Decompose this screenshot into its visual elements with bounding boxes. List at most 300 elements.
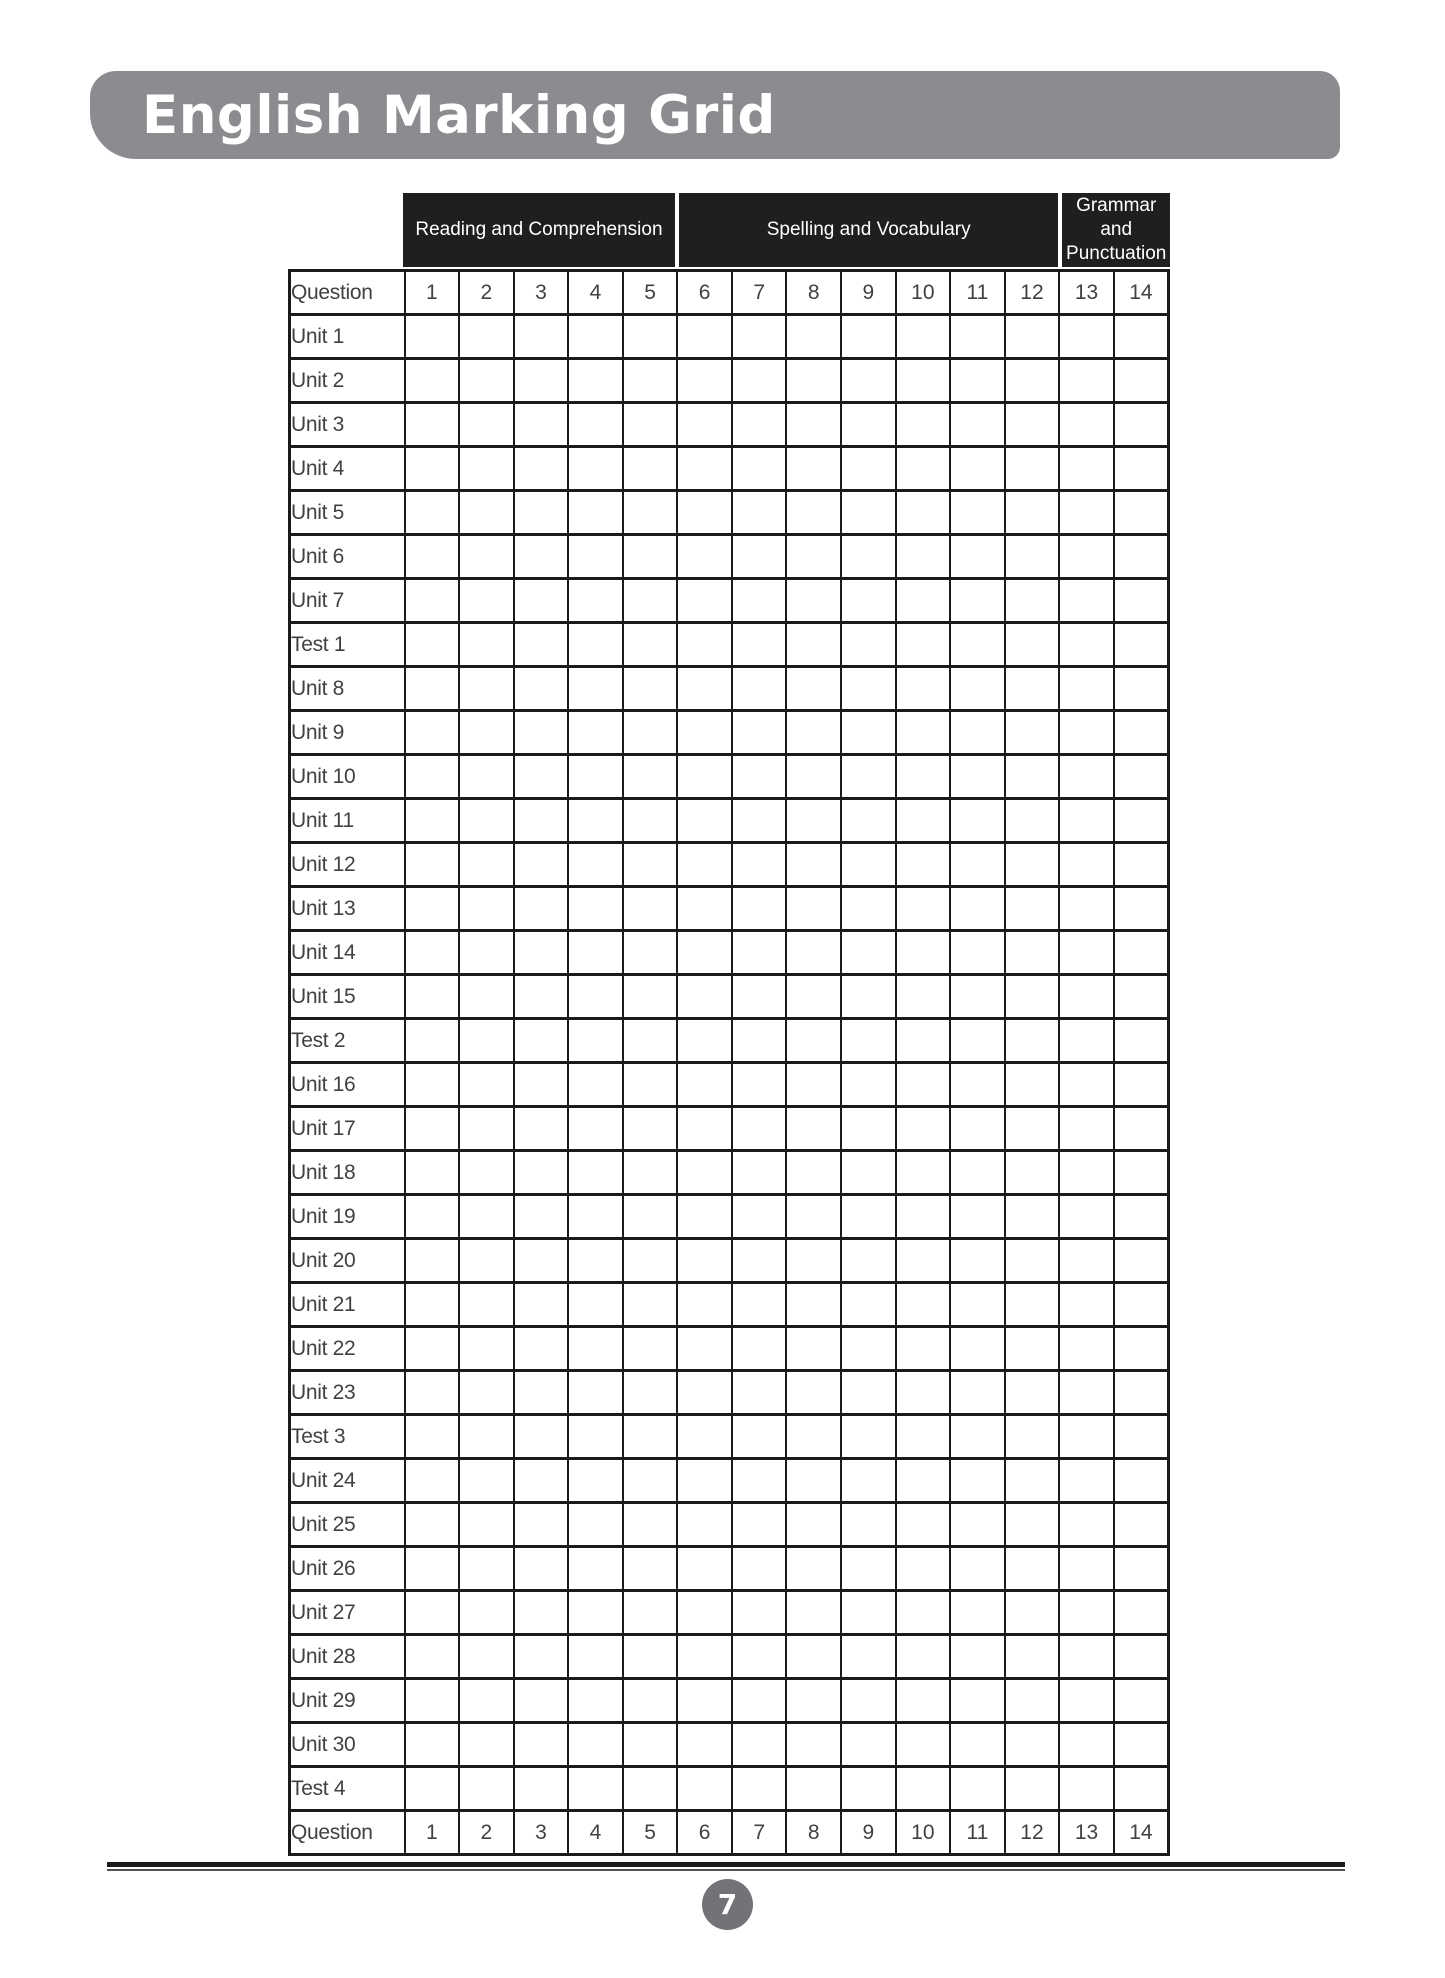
mark-cell xyxy=(405,1723,460,1767)
grid-row-unit-9 xyxy=(290,711,1169,755)
question-number: 4 xyxy=(568,271,623,315)
mark-cell xyxy=(1005,799,1060,843)
mark-cell xyxy=(1059,1679,1114,1723)
mark-cell xyxy=(1059,1415,1114,1459)
mark-cell xyxy=(896,403,951,447)
mark-cell xyxy=(786,315,841,359)
grid-row-unit-13 xyxy=(290,887,1169,931)
mark-cell xyxy=(732,711,787,755)
mark-cell xyxy=(950,975,1005,1019)
mark-cell xyxy=(1059,843,1114,887)
mark-cell xyxy=(1059,535,1114,579)
mark-cell xyxy=(568,491,623,535)
mark-cell xyxy=(1114,799,1169,843)
mark-cell xyxy=(568,1767,623,1811)
row-label: Test 1 xyxy=(290,623,405,667)
mark-cell xyxy=(1005,931,1060,975)
grid-row-test-1 xyxy=(290,623,1169,667)
mark-cell xyxy=(623,1547,678,1591)
mark-cell xyxy=(1059,1151,1114,1195)
mark-cell xyxy=(568,1107,623,1151)
mark-cell xyxy=(459,1635,514,1679)
grid-row-unit-18 xyxy=(290,1151,1169,1195)
mark-cell xyxy=(623,843,678,887)
mark-cell xyxy=(950,755,1005,799)
mark-cell xyxy=(568,843,623,887)
mark-cell xyxy=(623,1415,678,1459)
mark-cell xyxy=(514,359,569,403)
mark-cell xyxy=(514,1239,569,1283)
row-label: Unit 15 xyxy=(290,975,405,1019)
mark-cell xyxy=(950,711,1005,755)
mark-cell xyxy=(677,1107,732,1151)
mark-cell xyxy=(950,799,1005,843)
mark-cell xyxy=(623,1503,678,1547)
mark-cell xyxy=(841,1459,896,1503)
mark-cell xyxy=(786,799,841,843)
mark-cell xyxy=(786,535,841,579)
mark-cell xyxy=(405,1503,460,1547)
mark-cell xyxy=(459,887,514,931)
mark-cell xyxy=(1059,1503,1114,1547)
mark-cell xyxy=(732,1723,787,1767)
mark-cell xyxy=(623,975,678,1019)
mark-cell xyxy=(1114,1679,1169,1723)
row-label: Unit 11 xyxy=(290,799,405,843)
mark-cell xyxy=(405,579,460,623)
mark-cell xyxy=(841,315,896,359)
mark-cell xyxy=(1059,1283,1114,1327)
mark-cell xyxy=(1005,1503,1060,1547)
mark-cell xyxy=(623,1679,678,1723)
mark-cell xyxy=(677,623,732,667)
mark-cell xyxy=(732,491,787,535)
row-label: Unit 29 xyxy=(290,1679,405,1723)
mark-cell xyxy=(841,755,896,799)
mark-cell xyxy=(1005,711,1060,755)
mark-cell xyxy=(1114,1503,1169,1547)
mark-cell xyxy=(1005,1063,1060,1107)
row-label: Unit 4 xyxy=(290,447,405,491)
column-group-label: Grammar and Punctuation xyxy=(1066,195,1167,264)
mark-cell xyxy=(514,1151,569,1195)
mark-cell xyxy=(732,975,787,1019)
mark-cell xyxy=(623,623,678,667)
mark-cell xyxy=(732,1239,787,1283)
mark-cell xyxy=(514,1503,569,1547)
question-header-row xyxy=(290,271,1169,315)
mark-cell xyxy=(786,1107,841,1151)
mark-cell xyxy=(677,931,732,975)
mark-cell xyxy=(841,711,896,755)
mark-cell xyxy=(950,843,1005,887)
mark-cell xyxy=(732,1459,787,1503)
mark-cell xyxy=(950,1767,1005,1811)
mark-cell xyxy=(896,491,951,535)
question-number: 12 xyxy=(1005,271,1060,315)
mark-cell xyxy=(459,1195,514,1239)
mark-cell xyxy=(405,1679,460,1723)
mark-cell xyxy=(568,931,623,975)
mark-cell xyxy=(677,535,732,579)
mark-cell xyxy=(405,1415,460,1459)
row-label: Unit 9 xyxy=(290,711,405,755)
question-row-label: Question xyxy=(290,1811,405,1855)
mark-cell xyxy=(896,535,951,579)
mark-cell xyxy=(841,1107,896,1151)
mark-cell xyxy=(1114,975,1169,1019)
mark-cell xyxy=(459,1371,514,1415)
mark-cell xyxy=(623,359,678,403)
mark-cell xyxy=(841,403,896,447)
mark-cell xyxy=(950,1151,1005,1195)
mark-cell xyxy=(514,667,569,711)
mark-cell xyxy=(459,491,514,535)
column-group-label: Spelling and Vocabulary xyxy=(766,219,971,241)
mark-cell xyxy=(677,1239,732,1283)
mark-cell xyxy=(677,667,732,711)
mark-cell xyxy=(732,755,787,799)
mark-cell xyxy=(1005,843,1060,887)
mark-cell xyxy=(896,1327,951,1371)
mark-cell xyxy=(405,447,460,491)
mark-cell xyxy=(1005,1327,1060,1371)
mark-cell xyxy=(841,1239,896,1283)
mark-cell xyxy=(514,799,569,843)
mark-cell xyxy=(405,1327,460,1371)
mark-cell xyxy=(623,1283,678,1327)
mark-cell xyxy=(1005,1767,1060,1811)
question-number: 12 xyxy=(1005,1811,1060,1855)
mark-cell xyxy=(950,1459,1005,1503)
grid-row-unit-6 xyxy=(290,535,1169,579)
mark-cell xyxy=(732,623,787,667)
mark-cell xyxy=(514,403,569,447)
question-number: 6 xyxy=(677,271,732,315)
mark-cell xyxy=(568,315,623,359)
row-label: Unit 21 xyxy=(290,1283,405,1327)
mark-cell xyxy=(459,1723,514,1767)
mark-cell xyxy=(623,887,678,931)
mark-cell xyxy=(950,1503,1005,1547)
mark-cell xyxy=(405,931,460,975)
mark-cell xyxy=(1005,315,1060,359)
grid-row-unit-20 xyxy=(290,1239,1169,1283)
mark-cell xyxy=(405,843,460,887)
mark-cell xyxy=(514,1019,569,1063)
mark-cell xyxy=(786,1503,841,1547)
mark-cell xyxy=(405,1591,460,1635)
mark-cell xyxy=(459,799,514,843)
mark-cell xyxy=(459,579,514,623)
column-group-header-2 xyxy=(679,193,1059,267)
mark-cell xyxy=(841,491,896,535)
mark-cell xyxy=(896,843,951,887)
grid-row-test-4 xyxy=(290,1767,1169,1811)
mark-cell xyxy=(514,1327,569,1371)
mark-cell xyxy=(841,579,896,623)
mark-cell xyxy=(950,1195,1005,1239)
mark-cell xyxy=(841,1679,896,1723)
grid-row-unit-26 xyxy=(290,1547,1169,1591)
mark-cell xyxy=(514,1415,569,1459)
mark-cell xyxy=(405,975,460,1019)
mark-cell xyxy=(459,1283,514,1327)
mark-cell xyxy=(677,1459,732,1503)
mark-cell xyxy=(459,975,514,1019)
mark-cell xyxy=(1005,1723,1060,1767)
mark-cell xyxy=(1114,1063,1169,1107)
mark-cell xyxy=(459,1679,514,1723)
mark-cell xyxy=(623,579,678,623)
mark-cell xyxy=(786,1459,841,1503)
mark-cell xyxy=(568,359,623,403)
mark-cell xyxy=(677,1019,732,1063)
mark-cell xyxy=(568,1019,623,1063)
mark-cell xyxy=(950,315,1005,359)
mark-cell xyxy=(677,1503,732,1547)
mark-cell xyxy=(950,1591,1005,1635)
mark-cell xyxy=(1114,1239,1169,1283)
grid-row-unit-3 xyxy=(290,403,1169,447)
mark-cell xyxy=(896,1679,951,1723)
mark-cell xyxy=(732,1591,787,1635)
mark-cell xyxy=(1114,1547,1169,1591)
row-label: Unit 13 xyxy=(290,887,405,931)
mark-cell xyxy=(677,315,732,359)
mark-cell xyxy=(732,1767,787,1811)
mark-cell xyxy=(896,1767,951,1811)
page-number-badge xyxy=(702,1879,753,1930)
mark-cell xyxy=(623,931,678,975)
mark-cell xyxy=(786,1283,841,1327)
mark-cell xyxy=(1059,1239,1114,1283)
mark-cell xyxy=(896,1019,951,1063)
mark-cell xyxy=(1059,1635,1114,1679)
mark-cell xyxy=(623,1063,678,1107)
row-label: Unit 1 xyxy=(290,315,405,359)
mark-cell xyxy=(459,359,514,403)
mark-cell xyxy=(841,1283,896,1327)
mark-cell xyxy=(405,1283,460,1327)
mark-cell xyxy=(786,975,841,1019)
mark-cell xyxy=(1005,1239,1060,1283)
mark-cell xyxy=(786,447,841,491)
mark-cell xyxy=(786,491,841,535)
mark-cell xyxy=(1114,1371,1169,1415)
mark-cell xyxy=(459,447,514,491)
mark-cell xyxy=(1114,1327,1169,1371)
mark-cell xyxy=(623,447,678,491)
mark-cell xyxy=(786,1635,841,1679)
mark-cell xyxy=(459,843,514,887)
mark-cell xyxy=(1059,887,1114,931)
mark-cell xyxy=(623,667,678,711)
mark-cell xyxy=(1005,535,1060,579)
question-number: 3 xyxy=(514,1811,569,1855)
mark-cell xyxy=(732,1327,787,1371)
mark-cell xyxy=(896,447,951,491)
mark-cell xyxy=(1059,1327,1114,1371)
column-group-label: Reading and Comprehension xyxy=(415,219,663,241)
row-label: Unit 14 xyxy=(290,931,405,975)
mark-cell xyxy=(732,1151,787,1195)
mark-cell xyxy=(514,1371,569,1415)
mark-cell xyxy=(677,1195,732,1239)
mark-cell xyxy=(514,447,569,491)
mark-cell xyxy=(514,491,569,535)
mark-cell xyxy=(1059,1371,1114,1415)
mark-cell xyxy=(1114,1723,1169,1767)
mark-cell xyxy=(1114,315,1169,359)
mark-cell xyxy=(677,491,732,535)
mark-cell xyxy=(514,887,569,931)
mark-cell xyxy=(1005,491,1060,535)
page-number: 7 xyxy=(717,1888,738,1921)
mark-cell xyxy=(1114,1591,1169,1635)
mark-cell xyxy=(1059,359,1114,403)
mark-cell xyxy=(405,403,460,447)
row-label: Unit 7 xyxy=(290,579,405,623)
mark-cell xyxy=(841,843,896,887)
mark-cell xyxy=(677,1767,732,1811)
mark-cell xyxy=(514,1459,569,1503)
mark-cell xyxy=(1059,667,1114,711)
mark-cell xyxy=(568,799,623,843)
grid-row-unit-12 xyxy=(290,843,1169,887)
mark-cell xyxy=(896,711,951,755)
mark-cell xyxy=(1114,1195,1169,1239)
mark-cell xyxy=(568,1063,623,1107)
mark-cell xyxy=(841,1503,896,1547)
mark-cell xyxy=(568,1195,623,1239)
grid-row-unit-15 xyxy=(290,975,1169,1019)
mark-cell xyxy=(1114,535,1169,579)
row-label: Unit 3 xyxy=(290,403,405,447)
grid-row-unit-2 xyxy=(290,359,1169,403)
mark-cell xyxy=(623,1723,678,1767)
mark-cell xyxy=(841,623,896,667)
mark-cell xyxy=(1059,1195,1114,1239)
mark-cell xyxy=(405,491,460,535)
mark-cell xyxy=(786,711,841,755)
grid-row-unit-4 xyxy=(290,447,1169,491)
grid-row-test-2 xyxy=(290,1019,1169,1063)
question-number: 2 xyxy=(459,1811,514,1855)
mark-cell xyxy=(405,1151,460,1195)
mark-cell xyxy=(1005,1635,1060,1679)
mark-cell xyxy=(732,1547,787,1591)
mark-cell xyxy=(568,1371,623,1415)
mark-cell xyxy=(841,1635,896,1679)
footer-divider xyxy=(107,1862,1345,1871)
mark-cell xyxy=(786,1547,841,1591)
mark-cell xyxy=(623,1327,678,1371)
row-label: Unit 22 xyxy=(290,1327,405,1371)
mark-cell xyxy=(841,1327,896,1371)
mark-cell xyxy=(896,1239,951,1283)
mark-cell xyxy=(896,755,951,799)
mark-cell xyxy=(786,1371,841,1415)
mark-cell xyxy=(896,1415,951,1459)
mark-cell xyxy=(623,711,678,755)
question-number: 3 xyxy=(514,271,569,315)
mark-cell xyxy=(459,315,514,359)
row-label: Unit 25 xyxy=(290,1503,405,1547)
mark-cell xyxy=(405,1195,460,1239)
mark-cell xyxy=(514,315,569,359)
mark-cell xyxy=(1005,755,1060,799)
mark-cell xyxy=(514,1063,569,1107)
row-label: Unit 28 xyxy=(290,1635,405,1679)
mark-cell xyxy=(568,667,623,711)
mark-cell xyxy=(568,711,623,755)
mark-cell xyxy=(459,1107,514,1151)
mark-cell xyxy=(459,755,514,799)
mark-cell xyxy=(841,359,896,403)
mark-cell xyxy=(1005,1547,1060,1591)
mark-cell xyxy=(1005,403,1060,447)
mark-cell xyxy=(841,447,896,491)
row-label: Unit 18 xyxy=(290,1151,405,1195)
mark-cell xyxy=(459,1767,514,1811)
question-number: 5 xyxy=(623,1811,678,1855)
mark-cell xyxy=(1005,1151,1060,1195)
question-number: 10 xyxy=(896,1811,951,1855)
mark-cell xyxy=(623,491,678,535)
mark-cell xyxy=(568,579,623,623)
mark-cell xyxy=(1005,1019,1060,1063)
mark-cell xyxy=(405,887,460,931)
mark-cell xyxy=(732,1635,787,1679)
mark-cell xyxy=(405,1767,460,1811)
grid-row-unit-27 xyxy=(290,1591,1169,1635)
mark-cell xyxy=(950,1327,1005,1371)
mark-cell xyxy=(950,1239,1005,1283)
mark-cell xyxy=(1059,755,1114,799)
mark-cell xyxy=(568,1591,623,1635)
row-label: Unit 12 xyxy=(290,843,405,887)
mark-cell xyxy=(677,1151,732,1195)
row-label: Unit 8 xyxy=(290,667,405,711)
mark-cell xyxy=(950,491,1005,535)
mark-cell xyxy=(1005,623,1060,667)
mark-cell xyxy=(405,623,460,667)
mark-cell xyxy=(786,667,841,711)
mark-cell xyxy=(950,931,1005,975)
mark-cell xyxy=(514,623,569,667)
mark-cell xyxy=(677,447,732,491)
mark-cell xyxy=(732,1063,787,1107)
grid-row-unit-7 xyxy=(290,579,1169,623)
marking-grid xyxy=(288,193,1170,1856)
mark-cell xyxy=(1114,1151,1169,1195)
mark-cell xyxy=(677,1635,732,1679)
mark-cell xyxy=(623,1591,678,1635)
mark-cell xyxy=(841,975,896,1019)
grid-row-unit-16 xyxy=(290,1063,1169,1107)
mark-cell xyxy=(1059,579,1114,623)
mark-cell xyxy=(459,1063,514,1107)
mark-cell xyxy=(568,887,623,931)
mark-cell xyxy=(786,1151,841,1195)
mark-cell xyxy=(1005,1459,1060,1503)
mark-cell xyxy=(568,1723,623,1767)
mark-cell xyxy=(786,1195,841,1239)
mark-cell xyxy=(1114,1415,1169,1459)
mark-cell xyxy=(950,1283,1005,1327)
mark-cell xyxy=(1114,1767,1169,1811)
